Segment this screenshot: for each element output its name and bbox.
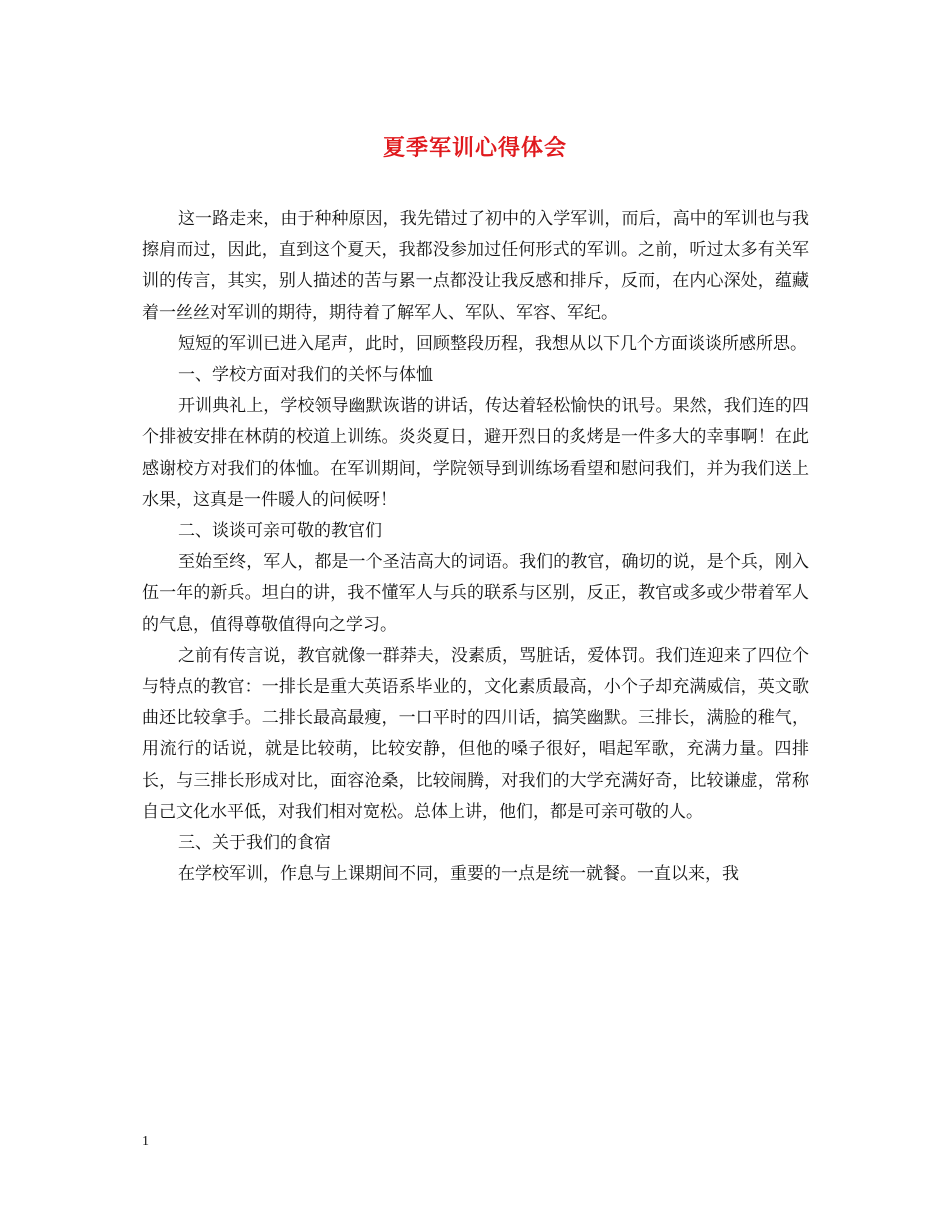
section-heading-food-lodging: 三、关于我们的食宿: [178, 833, 331, 854]
paragraph-overview: 短短的军训已进入尾声，此时，回顾整段历程，我想从以下几个方面谈谈所感所思。: [178, 333, 807, 354]
page-number: 1: [142, 1134, 149, 1149]
paragraph-instructors-2: 之前有传言说，教官就像一群莽夫，没素质，骂脏话，爱体罚。我们连迎来了四位个与特点的教官：一排长是重大英语系毕业的，文化素质最高，小个子却充满威信，英文歌曲还比较拿手。二排长最高最瘦，一口平时的四川话，搞笑幽默。三排长，满脸的稚气，用流行的话说，就是比较萌，比较安静，但他的嗓子很好，唱起军歌，充满力量。四排长，与三排长形成对比，面容沧桑，比较闹腾，对我们的大学充满好奇，比较谦虚，常称自己文化水平低，对我们相对宽松。总体上讲，他们，都是可亲可敬的人。: [142, 645, 809, 822]
paragraph-instructors-1: 至始至终，军人，都是一个圣洁高大的词语。我们的教官，确切的说，是个兵，刚入伍一年的新兵。坦白的讲，我不懂军人与兵的联系与区别，反正，教官或多或少带着军人的气息，值得尊敬值得向之学习。: [142, 552, 809, 635]
document-body: [142, 204, 809, 890]
paragraph-intro: 这一路走来，由于种种原因，我先错过了初中的入学军训，而后，高中的军训也与我擦肩而过，因此，直到这个夏天，我都没参加过任何形式的军训。之前，听过太多有关军训的传言，其实，别人描述的苦与累一点都没让我反感和排斥，反而，在内心深处，蕴藏着一丝丝对军训的期待，期待着了解军人、军队、军容、军纪。: [142, 209, 809, 323]
paragraph-school-care: 开训典礼上，学校领导幽默诙谐的讲话，传达着轻松愉快的讯号。果然，我们连的四个排被安排在林荫的校道上训练。炎炎夏日，避开烈日的炙烤是一件多大的幸事啊！在此感谢校方对我们的体恤。在军训期间，学院领导到训练场看望和慰问我们，并为我们送上水果，这真是一件暖人的问候呀！: [142, 396, 809, 510]
section-heading-instructors: 二、谈谈可亲可敬的教官们: [178, 521, 382, 542]
section-heading-school-care: 一、学校方面对我们的关怀与体恤: [178, 365, 433, 386]
document-title: 夏季军训心得体会: [382, 135, 567, 161]
paragraph-food-lodging: 在学校军训，作息与上课期间不同，重要的一点是统一就餐。一直以来，我: [178, 864, 739, 885]
